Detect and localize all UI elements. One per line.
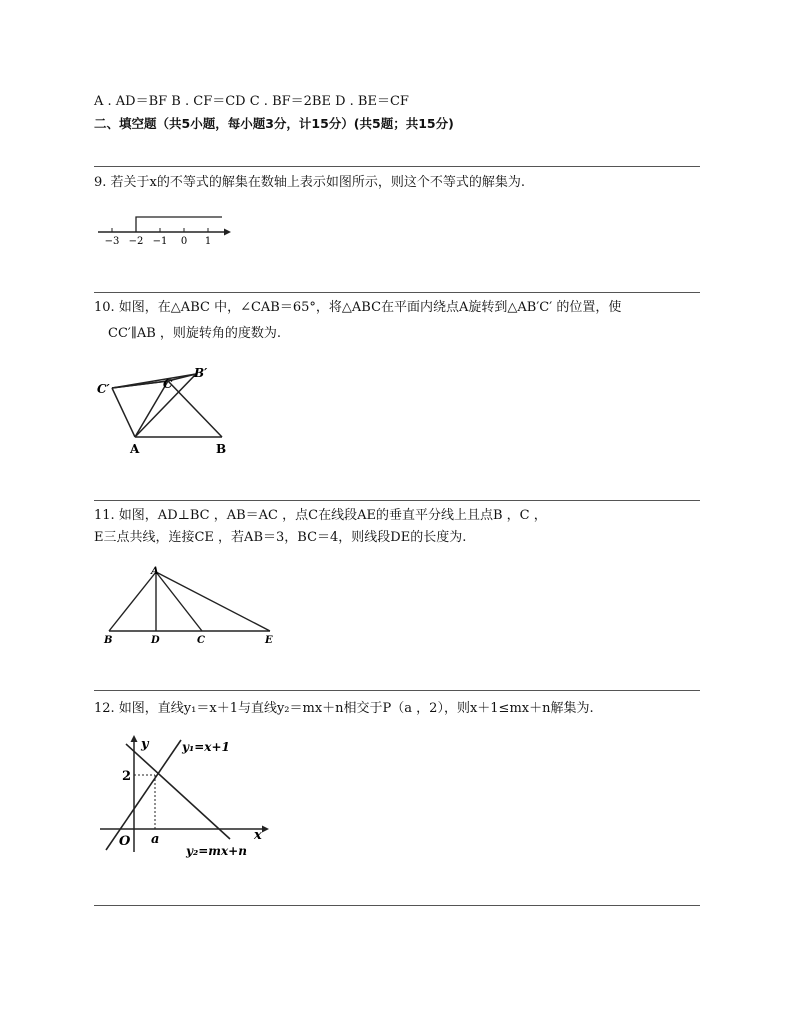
q10-label-b-prime: B′ bbox=[194, 366, 208, 380]
q10-text-line1: 10. 如图，在△ABC 中，∠CAB＝65°，将△ABC在平面内绕点A旋转到△AB′C′ 的位置，使 bbox=[94, 300, 622, 315]
section-title: 二、填空题（共5小题，每小题3分，计15分）(共5题；共15分) bbox=[94, 116, 454, 131]
q9-number-line bbox=[94, 212, 234, 248]
q9-tick-neg2: −2 bbox=[128, 236, 144, 247]
q11-label-b: B bbox=[104, 635, 113, 646]
q9-tick-neg3: −3 bbox=[104, 236, 120, 247]
q10-label-a: A bbox=[130, 442, 140, 456]
q12-label-a: a bbox=[151, 832, 160, 847]
choice-options-line: A . AD＝BF B . CF＝CD C . BF＝2BE D . BE＝CF bbox=[94, 94, 409, 109]
q12-label-x-axis: x bbox=[254, 828, 262, 843]
q12-label-y2: y₂=mx+n bbox=[186, 844, 247, 858]
q11-label-c: C bbox=[197, 635, 205, 646]
q11-triangle-figure bbox=[94, 562, 284, 647]
divider bbox=[94, 690, 700, 691]
q12-text: 12. 如图，直线y₁＝x＋1与直线y₂＝mx＋n相交于P（a ，2），则x＋1≤mx＋n解集为. bbox=[94, 701, 594, 716]
q9-tick-1: 1 bbox=[204, 236, 212, 247]
q12-label-origin: O bbox=[119, 834, 131, 849]
q10-rotation-figure bbox=[94, 364, 244, 459]
q12-label-y1: y₁=x+1 bbox=[182, 740, 230, 754]
q10-text-line2: CC′∥AB ，则旋转角的度数为. bbox=[108, 326, 282, 341]
divider bbox=[94, 500, 700, 501]
q12-graph-figure bbox=[94, 732, 284, 860]
divider bbox=[94, 166, 700, 167]
q9-text: 9. 若关于x的不等式的解集在数轴上表示如图所示，则这个不等式的解集为. bbox=[94, 175, 525, 190]
q12-label-y-axis: y bbox=[141, 737, 149, 752]
q10-label-b: B bbox=[216, 442, 227, 456]
q11-label-a: A bbox=[151, 566, 159, 577]
q11-label-e: E bbox=[265, 635, 273, 646]
q10-label-c: C bbox=[163, 377, 173, 391]
q11-text-line1: 11. 如图，AD⊥BC ，AB＝AC ，点C在线段AE的垂直平分线上且点B ，C ， bbox=[94, 508, 547, 523]
divider bbox=[94, 292, 700, 293]
q9-tick-neg1: −1 bbox=[152, 236, 168, 247]
q11-label-d: D bbox=[151, 635, 160, 646]
q11-text-line2: E三点共线，连接CE ，若AB＝3，BC＝4，则线段DE的长度为. bbox=[94, 530, 467, 545]
divider bbox=[94, 905, 700, 906]
q10-label-c-prime: C′ bbox=[97, 382, 110, 396]
q9-tick-0: 0 bbox=[180, 236, 188, 247]
q12-label-two: 2 bbox=[122, 769, 132, 784]
